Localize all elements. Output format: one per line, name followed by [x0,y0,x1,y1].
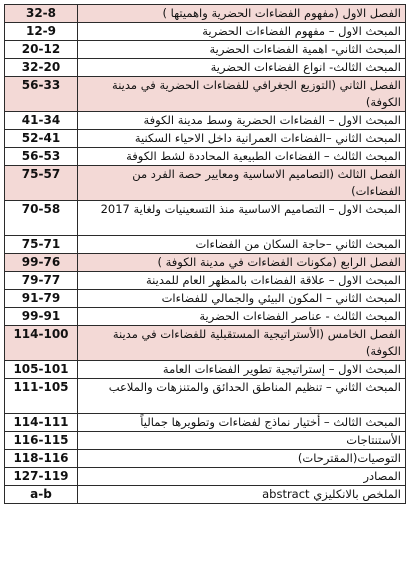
section-row [5,450,406,468]
page-range: 79-77 [5,272,78,290]
page-range: 52-41 [5,130,78,148]
section-title: المبحث الثالث – الفضاءات الطبيعية المحاددة لشط الكوفة [78,148,406,166]
page-range: 32-20 [5,59,78,77]
section-row [5,379,406,414]
chapter-row [5,77,406,112]
page-range: 91-79 [5,290,78,308]
section-row [5,414,406,432]
section-row [5,432,406,450]
section-row [5,201,406,236]
table-of-contents [4,4,406,504]
page-range: 20-12 [5,41,78,59]
chapter-title: الفصل الثالث (التصاميم الاساسية ومعايير حصة الفرد من الفضاءات) [78,166,406,201]
page-range: 56-53 [5,148,78,166]
page-range: 70-58 [5,201,78,236]
section-title: الأستنتاجات [78,432,406,450]
page-range: 56-33 [5,77,78,112]
section-row [5,272,406,290]
section-row [5,290,406,308]
page-range: 114-100 [5,326,78,361]
section-title: المبحث الاول – الفضاءات الحضرية وسط مدينة الكوفة [78,112,406,130]
section-row [5,59,406,77]
section-title: المبحث الثاني –الفضاءات العمرانية داخل الاحياء السكنية [78,130,406,148]
section-row [5,41,406,59]
section-row [5,23,406,41]
chapter-row [5,326,406,361]
section-title: المبحث الاول – مفهوم الفضاءات الحضرية [78,23,406,41]
section-row [5,130,406,148]
page-range: 105-101 [5,361,78,379]
chapter-title: الفصل الثاني (التوزيع الجغرافي للفضاءات الحضرية في مدينة الكوفة) [78,77,406,112]
section-title: المبحث الثاني – تنظيم المناطق الحدائق والمتنزهات والملاعب [78,379,406,414]
toc-body [5,5,406,504]
page-range: 111-105 [5,379,78,414]
section-title: المبحث الاول – إستراتيجية تطوير الفضاءات العامة [78,361,406,379]
section-row [5,236,406,254]
page-range: 12-9 [5,23,78,41]
section-title: الملخص بالانكليزي abstract [78,486,406,504]
section-title: المبحث الثالث – أختيار نماذج لفضاءات وتطويرها جمالياً [78,414,406,432]
section-title: المبحث الاول – التصاميم الاساسية منذ التسعينيات ولغاية 2017 [78,201,406,236]
section-title: المصادر [78,468,406,486]
section-title: المبحث الثاني –حاجة السكان من الفضاءات [78,236,406,254]
page-range: 127-119 [5,468,78,486]
chapter-title: الفصل الخامس (الأستراتيجية المستقبلية للفضاءات في مدينة الكوفة) [78,326,406,361]
chapter-title: الفصل الاول (مفهوم الفضاءات الحضرية واهميتها ) [78,5,406,23]
section-row [5,468,406,486]
section-row [5,308,406,326]
page-range: 99-91 [5,308,78,326]
section-title: المبحث الاول – علاقة الفضاءات بالمظهر العام للمدينة [78,272,406,290]
page-range: a-b [5,486,78,504]
chapter-row [5,5,406,23]
section-row [5,486,406,504]
section-row [5,361,406,379]
chapter-row [5,166,406,201]
page-range: 75-57 [5,166,78,201]
chapter-title: الفصل الرابع (مكونات الفضاءات في مدينة الكوفة ) [78,254,406,272]
page-range: 114-111 [5,414,78,432]
page-range: 41-34 [5,112,78,130]
page-range: 75-71 [5,236,78,254]
section-title: التوصيات(المقترحات) [78,450,406,468]
section-title: المبحث الثالث - عناصر الفضاءات الحضرية [78,308,406,326]
page-range: 32-8 [5,5,78,23]
section-title: المبحث الثاني- اهمية الفضاءات الحضرية [78,41,406,59]
page-range: 99-76 [5,254,78,272]
chapter-row [5,254,406,272]
section-row [5,112,406,130]
section-title: المبحث الثالث- انواع الفضاءات الحضرية [78,59,406,77]
page-range: 116-115 [5,432,78,450]
section-row [5,148,406,166]
page-range: 118-116 [5,450,78,468]
section-title: المبحث الثاني – المكون البيئي والجمالي للفضاءات [78,290,406,308]
